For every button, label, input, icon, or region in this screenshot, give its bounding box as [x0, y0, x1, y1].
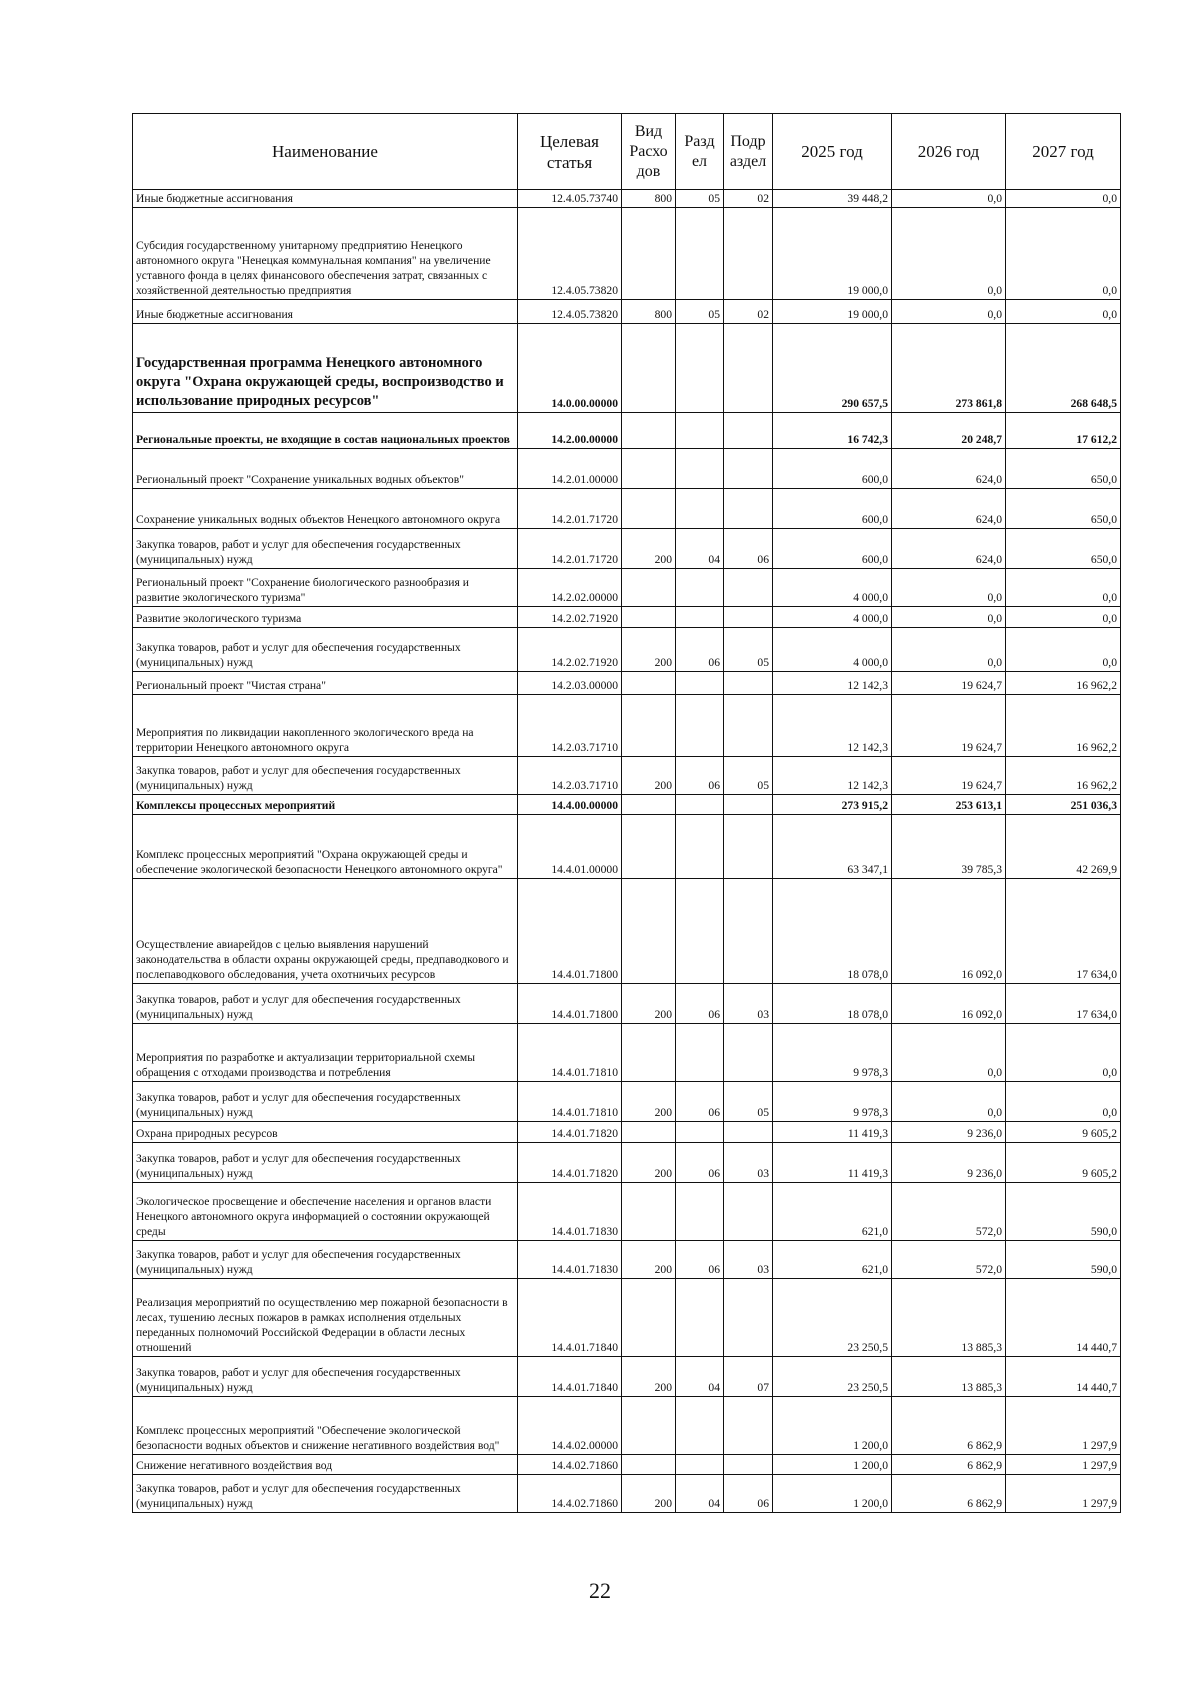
row-2027: 17 634,0: [1006, 879, 1121, 984]
table-row: [133, 190, 1121, 208]
row-2027: 0,0: [1006, 208, 1121, 300]
row-2025: 39 448,2: [773, 190, 892, 208]
row-2025: 621,0: [773, 1183, 892, 1241]
row-2027: 268 648,5: [1006, 324, 1121, 413]
row-pr: [724, 324, 773, 413]
row-name: Региональный проект "Чистая страна": [133, 672, 518, 695]
row-rz: 05: [676, 190, 724, 208]
row-2025: 19 000,0: [773, 300, 892, 324]
row-2027: 650,0: [1006, 529, 1121, 569]
row-2025: 1 200,0: [773, 1397, 892, 1455]
budget-table: [132, 113, 1121, 1513]
row-2026: 0,0: [892, 607, 1006, 628]
row-pr: [724, 1024, 773, 1082]
row-code: 12.4.05.73820: [518, 208, 622, 300]
table-row: [133, 1455, 1121, 1475]
table-row: [133, 1279, 1121, 1357]
row-2026: 6 862,9: [892, 1455, 1006, 1475]
table-row: [133, 1357, 1121, 1397]
row-rz: 06: [676, 628, 724, 672]
row-name: Региональный проект "Сохранение биологического разнообразия и развитие экологического туризма": [133, 569, 518, 607]
row-code: 14.4.01.00000: [518, 815, 622, 879]
row-2026: 13 885,3: [892, 1279, 1006, 1357]
row-name: Закупка товаров, работ и услуг для обеспечения государственных (муниципальных) нужд: [133, 1082, 518, 1122]
row-2026: 0,0: [892, 190, 1006, 208]
row-vr: [622, 208, 676, 300]
row-pr: [724, 607, 773, 628]
row-2027: 0,0: [1006, 190, 1121, 208]
row-2025: 600,0: [773, 449, 892, 489]
header-kind: Вид Расхо дов: [622, 114, 676, 190]
row-vr: 200: [622, 984, 676, 1024]
row-code: 14.2.01.71720: [518, 529, 622, 569]
header-subsection: Подр аздел: [724, 114, 773, 190]
row-rz: [676, 815, 724, 879]
row-name: Закупка товаров, работ и услуг для обеспечения государственных (муниципальных) нужд: [133, 1357, 518, 1397]
row-pr: [724, 449, 773, 489]
row-name: Субсидия государственному унитарному предприятию Ненецкого автономного округа "Ненецкая коммунальная компания" на увеличение уставного фонда в целях финансового обеспечения затрат, связанных с хозяйственной деятельностью предприятия: [133, 208, 518, 300]
row-name: Государственная программа Ненецкого автономного округа "Охрана окружающей среды, воспроизводство и использование природных ресурсов": [133, 324, 518, 413]
row-2027: 16 962,2: [1006, 672, 1121, 695]
row-pr: 06: [724, 529, 773, 569]
row-pr: [724, 1183, 773, 1241]
row-name: Мероприятия по ликвидации накопленного экологического вреда на территории Ненецкого автономного округа: [133, 695, 518, 757]
row-2026: 0,0: [892, 1024, 1006, 1082]
row-rz: [676, 569, 724, 607]
row-code: 14.4.01.71800: [518, 984, 622, 1024]
row-2025: 12 142,3: [773, 672, 892, 695]
row-code: 14.2.02.71920: [518, 628, 622, 672]
row-2026: 20 248,7: [892, 413, 1006, 449]
row-2026: 0,0: [892, 569, 1006, 607]
row-2026: 6 862,9: [892, 1397, 1006, 1455]
table-row: [133, 628, 1121, 672]
row-vr: [622, 815, 676, 879]
row-2026: 19 624,7: [892, 757, 1006, 795]
row-rz: [676, 795, 724, 815]
row-2027: 590,0: [1006, 1183, 1121, 1241]
table-row: [133, 795, 1121, 815]
header-section: Разд ел: [676, 114, 724, 190]
row-rz: 06: [676, 1143, 724, 1183]
row-2026: 16 092,0: [892, 984, 1006, 1024]
row-2025: 63 347,1: [773, 815, 892, 879]
row-2025: 12 142,3: [773, 757, 892, 795]
row-pr: [724, 208, 773, 300]
row-pr: [724, 413, 773, 449]
table-row: [133, 489, 1121, 529]
row-2025: 1 200,0: [773, 1475, 892, 1513]
row-2025: 290 657,5: [773, 324, 892, 413]
row-2027: 0,0: [1006, 569, 1121, 607]
row-vr: 200: [622, 1357, 676, 1397]
row-name: Развитие экологического туризма: [133, 607, 518, 628]
row-2025: 11 419,3: [773, 1143, 892, 1183]
row-code: 12.4.05.73820: [518, 300, 622, 324]
row-pr: [724, 795, 773, 815]
header-2027: 2027 год: [1006, 114, 1121, 190]
row-vr: [622, 413, 676, 449]
row-2025: 600,0: [773, 489, 892, 529]
row-rz: [676, 695, 724, 757]
row-2026: 39 785,3: [892, 815, 1006, 879]
table-row: [133, 208, 1121, 300]
row-name: Снижение негативного воздействия вод: [133, 1455, 518, 1475]
row-name: Закупка товаров, работ и услуг для обеспечения государственных (муниципальных) нужд: [133, 1241, 518, 1279]
row-2025: 1 200,0: [773, 1455, 892, 1475]
table-header-row: [133, 114, 1121, 190]
row-2025: 4 000,0: [773, 569, 892, 607]
row-2025: 621,0: [773, 1241, 892, 1279]
row-vr: 200: [622, 1241, 676, 1279]
row-2027: 0,0: [1006, 300, 1121, 324]
table-row: [133, 984, 1121, 1024]
row-rz: [676, 1122, 724, 1143]
row-2026: 0,0: [892, 628, 1006, 672]
row-name: Экологическое просвещение и обеспечение населения и органов власти Ненецкого автономного округа информацией о состоянии окружающей среды: [133, 1183, 518, 1241]
row-2025: 9 978,3: [773, 1082, 892, 1122]
row-name: Закупка товаров, работ и услуг для обеспечения государственных (муниципальных) нужд: [133, 1475, 518, 1513]
row-name: Иные бюджетные ассигнования: [133, 300, 518, 324]
row-pr: [724, 1397, 773, 1455]
row-2027: 0,0: [1006, 628, 1121, 672]
row-vr: [622, 672, 676, 695]
row-rz: [676, 1279, 724, 1357]
row-code: 14.0.00.00000: [518, 324, 622, 413]
row-2027: 17 634,0: [1006, 984, 1121, 1024]
row-code: 14.2.03.71710: [518, 757, 622, 795]
row-2027: 42 269,9: [1006, 815, 1121, 879]
row-2027: 14 440,7: [1006, 1357, 1121, 1397]
row-2026: 13 885,3: [892, 1357, 1006, 1397]
row-2026: 624,0: [892, 529, 1006, 569]
row-rz: 04: [676, 1475, 724, 1513]
row-2026: 0,0: [892, 1082, 1006, 1122]
row-code: 14.4.01.71820: [518, 1122, 622, 1143]
row-pr: 03: [724, 1143, 773, 1183]
row-2026: 16 092,0: [892, 879, 1006, 984]
row-vr: [622, 1183, 676, 1241]
row-rz: [676, 1024, 724, 1082]
row-vr: [622, 1024, 676, 1082]
table-row: [133, 569, 1121, 607]
row-vr: 200: [622, 1143, 676, 1183]
row-2025: 16 742,3: [773, 413, 892, 449]
row-pr: 03: [724, 1241, 773, 1279]
budget-sheet: [132, 113, 1120, 1513]
row-code: 14.4.01.71800: [518, 879, 622, 984]
row-name: Комплекс процессных мероприятий "Обеспечение экологической безопасности водных объектов и снижение негативного воздействия вод": [133, 1397, 518, 1455]
table-row: [133, 1024, 1121, 1082]
row-pr: 02: [724, 190, 773, 208]
row-name: Комплекс процессных мероприятий "Охрана окружающей среды и обеспечение экологической безопасности Ненецкого автономного округа": [133, 815, 518, 879]
row-name: Сохранение уникальных водных объектов Ненецкого автономного округа: [133, 489, 518, 529]
row-vr: [622, 1279, 676, 1357]
table-row: [133, 1082, 1121, 1122]
row-2025: 19 000,0: [773, 208, 892, 300]
row-rz: [676, 1397, 724, 1455]
row-2025: 4 000,0: [773, 607, 892, 628]
row-2025: 23 250,5: [773, 1279, 892, 1357]
row-vr: [622, 695, 676, 757]
row-pr: [724, 672, 773, 695]
row-rz: 06: [676, 1082, 724, 1122]
table-row: [133, 300, 1121, 324]
row-2027: 17 612,2: [1006, 413, 1121, 449]
header-target: Целевая статья: [518, 114, 622, 190]
row-2026: 19 624,7: [892, 672, 1006, 695]
row-rz: 06: [676, 1241, 724, 1279]
row-pr: [724, 1122, 773, 1143]
row-name: Иные бюджетные ассигнования: [133, 190, 518, 208]
row-2027: 0,0: [1006, 1082, 1121, 1122]
row-name: Закупка товаров, работ и услуг для обеспечения государственных (муниципальных) нужд: [133, 529, 518, 569]
table-row: [133, 607, 1121, 628]
row-code: 14.4.02.71860: [518, 1475, 622, 1513]
row-vr: [622, 489, 676, 529]
row-name: Региональный проект "Сохранение уникальных водных объектов": [133, 449, 518, 489]
row-2026: 273 861,8: [892, 324, 1006, 413]
row-vr: [622, 324, 676, 413]
row-pr: [724, 695, 773, 757]
row-name: Региональные проекты, не входящие в состав национальных проектов: [133, 413, 518, 449]
row-2027: 1 297,9: [1006, 1475, 1121, 1513]
row-code: 14.2.03.00000: [518, 672, 622, 695]
row-code: 14.4.01.71830: [518, 1183, 622, 1241]
row-2027: 0,0: [1006, 607, 1121, 628]
row-2025: 9 978,3: [773, 1024, 892, 1082]
row-code: 14.4.01.71830: [518, 1241, 622, 1279]
row-2025: 12 142,3: [773, 695, 892, 757]
row-vr: [622, 879, 676, 984]
table-row: [133, 695, 1121, 757]
row-name: Закупка товаров, работ и услуг для обеспечения государственных (муниципальных) нужд: [133, 984, 518, 1024]
row-pr: [724, 569, 773, 607]
row-rz: [676, 1455, 724, 1475]
row-pr: [724, 1455, 773, 1475]
row-2026: 9 236,0: [892, 1143, 1006, 1183]
row-2026: 9 236,0: [892, 1122, 1006, 1143]
table-row: [133, 1241, 1121, 1279]
row-pr: 05: [724, 757, 773, 795]
row-code: 14.4.01.71810: [518, 1082, 622, 1122]
row-2026: 6 862,9: [892, 1475, 1006, 1513]
table-row: [133, 529, 1121, 569]
row-2027: 650,0: [1006, 449, 1121, 489]
row-2027: 16 962,2: [1006, 695, 1121, 757]
row-code: 14.2.00.00000: [518, 413, 622, 449]
row-pr: 06: [724, 1475, 773, 1513]
row-code: 14.4.01.71840: [518, 1357, 622, 1397]
row-2025: 18 078,0: [773, 879, 892, 984]
row-rz: [676, 879, 724, 984]
row-vr: 200: [622, 628, 676, 672]
row-vr: 800: [622, 300, 676, 324]
row-2027: 1 297,9: [1006, 1397, 1121, 1455]
row-pr: 05: [724, 1082, 773, 1122]
row-2027: 251 036,3: [1006, 795, 1121, 815]
row-vr: [622, 449, 676, 489]
row-code: 14.4.02.71860: [518, 1455, 622, 1475]
table-row: [133, 1143, 1121, 1183]
row-pr: [724, 815, 773, 879]
row-rz: 06: [676, 984, 724, 1024]
row-pr: 07: [724, 1357, 773, 1397]
row-pr: 02: [724, 300, 773, 324]
row-2026: 253 613,1: [892, 795, 1006, 815]
row-rz: 06: [676, 757, 724, 795]
row-2025: 11 419,3: [773, 1122, 892, 1143]
row-2026: 624,0: [892, 449, 1006, 489]
row-name: Реализация мероприятий по осуществлению мер пожарной безопасности в лесах, тушению лесных пожаров в рамках исполнения отдельных переданных полномочий Российской Федерации в области лесных отношений: [133, 1279, 518, 1357]
row-name: Мероприятия по разработке и актуализации территориальной схемы обращения с отходами производства и потребления: [133, 1024, 518, 1082]
header-2026: 2026 год: [892, 114, 1006, 190]
row-pr: 03: [724, 984, 773, 1024]
row-2027: 9 605,2: [1006, 1143, 1121, 1183]
row-code: 14.2.01.71720: [518, 489, 622, 529]
row-2026: 624,0: [892, 489, 1006, 529]
row-vr: 800: [622, 190, 676, 208]
row-rz: [676, 324, 724, 413]
row-rz: [676, 1183, 724, 1241]
row-2026: 572,0: [892, 1183, 1006, 1241]
row-2027: 16 962,2: [1006, 757, 1121, 795]
row-code: 14.4.01.71810: [518, 1024, 622, 1082]
row-name: Закупка товаров, работ и услуг для обеспечения государственных (муниципальных) нужд: [133, 1143, 518, 1183]
row-name: Закупка товаров, работ и услуг для обеспечения государственных (муниципальных) нужд: [133, 628, 518, 672]
row-name: Закупка товаров, работ и услуг для обеспечения государственных (муниципальных) нужд: [133, 757, 518, 795]
row-code: 14.2.03.71710: [518, 695, 622, 757]
table-row: [133, 672, 1121, 695]
row-2025: 273 915,2: [773, 795, 892, 815]
row-code: 14.4.00.00000: [518, 795, 622, 815]
row-code: 14.2.02.71920: [518, 607, 622, 628]
row-rz: [676, 449, 724, 489]
row-pr: [724, 879, 773, 984]
table-row: [133, 757, 1121, 795]
table-row: [133, 1122, 1121, 1143]
row-2027: 9 605,2: [1006, 1122, 1121, 1143]
row-rz: [676, 208, 724, 300]
row-name: Охрана природных ресурсов: [133, 1122, 518, 1143]
row-rz: 05: [676, 300, 724, 324]
table-row: [133, 879, 1121, 984]
row-vr: 200: [622, 1082, 676, 1122]
table-row: [133, 1475, 1121, 1513]
row-2026: 0,0: [892, 208, 1006, 300]
row-2027: 1 297,9: [1006, 1455, 1121, 1475]
row-rz: 04: [676, 1357, 724, 1397]
row-2027: 14 440,7: [1006, 1279, 1121, 1357]
row-vr: [622, 569, 676, 607]
row-code: 14.2.01.00000: [518, 449, 622, 489]
row-2026: 0,0: [892, 300, 1006, 324]
row-code: 12.4.05.73740: [518, 190, 622, 208]
row-rz: [676, 607, 724, 628]
row-pr: [724, 1279, 773, 1357]
row-vr: [622, 607, 676, 628]
row-vr: 200: [622, 1475, 676, 1513]
row-2025: 4 000,0: [773, 628, 892, 672]
row-rz: [676, 489, 724, 529]
table-row: [133, 324, 1121, 413]
row-rz: [676, 672, 724, 695]
row-vr: 200: [622, 529, 676, 569]
page-number: 22: [589, 1578, 611, 1603]
row-rz: 04: [676, 529, 724, 569]
row-code: 14.4.01.71820: [518, 1143, 622, 1183]
row-2027: 590,0: [1006, 1241, 1121, 1279]
row-2027: 650,0: [1006, 489, 1121, 529]
row-pr: [724, 489, 773, 529]
row-name: Осуществление авиарейдов с целью выявления нарушений законодательства в области охраны окружающей среды, предпаводкового и послепаводкового обследования, учета охотничьих ресурсов: [133, 879, 518, 984]
row-2025: 18 078,0: [773, 984, 892, 1024]
row-2025: 23 250,5: [773, 1357, 892, 1397]
table-row: [133, 1183, 1121, 1241]
table-row: [133, 413, 1121, 449]
table-row: [133, 1397, 1121, 1455]
row-vr: [622, 1455, 676, 1475]
row-vr: [622, 1397, 676, 1455]
row-vr: [622, 795, 676, 815]
row-pr: 05: [724, 628, 773, 672]
row-code: 14.2.02.00000: [518, 569, 622, 607]
row-2026: 19 624,7: [892, 695, 1006, 757]
row-rz: [676, 413, 724, 449]
row-vr: [622, 1122, 676, 1143]
row-name: Комплексы процессных мероприятий: [133, 795, 518, 815]
row-2027: 0,0: [1006, 1024, 1121, 1082]
header-2025: 2025 год: [773, 114, 892, 190]
row-vr: 200: [622, 757, 676, 795]
table-row: [133, 449, 1121, 489]
row-2026: 572,0: [892, 1241, 1006, 1279]
row-code: 14.4.02.00000: [518, 1397, 622, 1455]
header-name: Наименование: [133, 114, 518, 190]
row-code: 14.4.01.71840: [518, 1279, 622, 1357]
row-2025: 600,0: [773, 529, 892, 569]
table-row: [133, 815, 1121, 879]
